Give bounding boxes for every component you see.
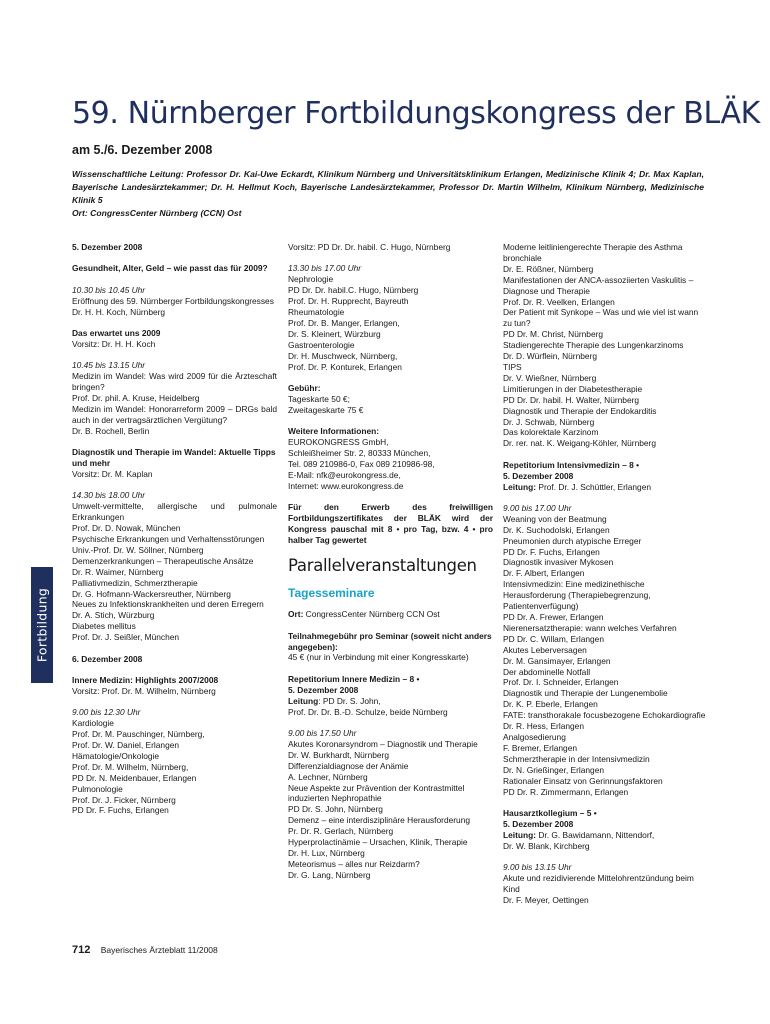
session-block bbox=[72, 360, 277, 436]
page-title: 59. Nürnberger Fortbildungskongress der BLÄK bbox=[72, 96, 760, 131]
time-slot: 13.30 bis 17.00 Uhr bbox=[288, 263, 362, 274]
leader-text: : PD Dr. S. John, Prof. Dr. Dr. B.-D. Schulze, beide Nürnberg bbox=[288, 695, 448, 717]
info-text: EUROKONGRESS GmbH, Schleißheimer Str. 2, 80333 München, Tel. 089 210986-0, Fax 089 210986-98, E-Mail: nfk@eurokongress.de, Internet: www.eurokongress.de bbox=[288, 437, 435, 491]
time-slot: 9.00 bis 17.50 Uhr bbox=[288, 728, 357, 738]
info-heading: Weitere Informationen: bbox=[288, 426, 380, 437]
time-slot: 9.00 bis 12.30 Uhr bbox=[72, 707, 141, 718]
congress-date: am 5./6. Dezember 2008 bbox=[72, 143, 213, 157]
chair-text: Vorsitz: Dr. M. Kaplan bbox=[72, 469, 153, 479]
session-block bbox=[72, 675, 277, 697]
column-2 bbox=[288, 242, 493, 891]
venue-value: CongressCenter Nürnberg CCN Ost bbox=[303, 609, 440, 620]
section-tab-label: Fortbildung bbox=[34, 587, 50, 663]
seminar-fee-text: 45 € (nur in Verbindung mit einer Kongresskarte) bbox=[288, 652, 469, 663]
section-heading-parallel: Parallelveranstaltungen bbox=[288, 556, 477, 576]
session-text: Medizin im Wandel: Was wird 2009 für die Ärzteschaft bringen? Prof. Dr. phil. A. Kruse, Heidelberg Medizin im Wandel: Honorarreform 2009 – DRGs bald auch in der vertragsärztlichen Vergütung? Dr. B. Rochell, Berlin bbox=[72, 371, 277, 436]
session-heading: Gesundheit, Alter, Geld – wie passt das für 2009? bbox=[72, 263, 268, 274]
session-text: Moderne leitliniengerechte Therapie des Asthma bronchiale Dr. E. Rößner, Nürnberg Manifestationen der ANCA-assoziierten Vaskulitis – Diagnose und Therapie Prof. Dr. R. Veelken, Erlangen Der Patient mit Synkope – Was und wie viel ist wann zu tun? PD Dr. M. Christ, Nürnberg Stadiengerechte Therapie des Lungenkarzinoms Dr. D. Würflein, Nürnberg TIPS Dr. V. Wießner, Nürnberg Limitierungen in der Diabetestherapie PD Dr. Dr. habil. H. Walter, Nürnberg Diagnostik und Therapie der Endokarditis Dr. J. Schwab, Nürnberg Das kolorektale Karzinom Dr. rer. nat. K. Weigang-Köhler, Nürnberg bbox=[503, 242, 699, 449]
column-3 bbox=[503, 242, 708, 916]
fee-heading: Gebühr: bbox=[288, 382, 321, 393]
seminar-program bbox=[503, 862, 708, 906]
page-footer bbox=[72, 944, 218, 956]
leader-text: Prof. Dr. J. Schüttler, Erlangen bbox=[536, 481, 652, 492]
time-slot: 9.00 bis 17.00 Uhr bbox=[503, 502, 572, 513]
session-block bbox=[72, 447, 277, 480]
fee-text: Tageskarte 50 €; Zweitageskarte 75 € bbox=[288, 393, 364, 415]
section-tab bbox=[31, 567, 53, 683]
session-block bbox=[288, 263, 493, 372]
session-text: Nephrologie PD Dr. Dr. habil.C. Hugo, Nürnberg Prof. Dr. H. Rupprecht, Bayreuth Rheumatologie Prof. Dr. B. Manger, Erlangen, Dr. S. Kleinert, Würzburg Gastroenterologie Dr. H. Muschweck, Nürnberg, Prof. Dr. P. Konturek, Erlangen bbox=[288, 274, 419, 372]
session-text: Akute und rezidivierende Mittelohrentzündung beim Kind Dr. F. Meyer, Oettingen bbox=[503, 872, 694, 905]
scientific-leadership bbox=[72, 168, 704, 220]
seminar-fee-block bbox=[288, 631, 493, 664]
venue-label: Ort: bbox=[288, 609, 304, 620]
session-text: Weaning von der Beatmung Dr. K. Suchodolski, Erlangen Pneumonien durch atypische Erreger PD Dr. F. Fuchs, Erlangen Diagnostik invasiver Mykosen Dr. F. Albert, Erlangen Intensivmedizin: Eine medizinethische Herausforderung (Therapiebegrenzung, Patientenverfügung) PD Dr. A. Frewer, Erlangen Nierenersatztherapie: wann welches Verfahren PD Dr. C. Willam, Erlangen Akutes Leberversagen Dr. M. Gansimayer, Erlangen Der abdominelle Notfall Prof. Dr. I. Schneider, Erlangen Diagnostik und Therapie der Lungenembolie Dr. K. P. Eberle, Erlangen FATE: transthorakale focusbezogene Echokardiografie Dr. R. Hess, Erlangen Analgosedierung F. Bremer, Erlangen Schmerztherapie in der Intensivmedizin Dr. N. Grießinger, Erlangen Rationaler Einsatz von Gerinnungsfaktoren PD Dr. R. Zimmermann, Erlangen bbox=[503, 513, 706, 797]
session-heading: Innere Medizin: Highlights 2007/2008 bbox=[72, 675, 219, 685]
seminar-block bbox=[503, 808, 708, 852]
subsection-heading-seminars: Tagesseminare bbox=[288, 586, 375, 601]
fee-block bbox=[288, 383, 493, 416]
seminar-heading: Repetitorium Innere Medizin – 8 • 5. Dezember 2008 bbox=[288, 673, 420, 695]
leader-text: Dr. G. Bawidamann, Nittendorf, Dr. W. Blank, Kirchberg bbox=[503, 829, 655, 851]
info-block bbox=[288, 426, 493, 491]
seminar-block bbox=[288, 674, 493, 718]
seminar-fee-heading: Teilnahmegebühr pro Seminar (soweit nicht anders angegeben): bbox=[288, 630, 492, 652]
session-heading: Das erwartet uns 2009 bbox=[72, 328, 161, 339]
chair-text: Vorsitz: Prof. Dr. M. Wilhelm, Nürnberg bbox=[72, 685, 216, 696]
time-slot: 10.30 bis 10.45 Uhr bbox=[72, 284, 146, 295]
leader-label: Leitung: bbox=[503, 481, 537, 492]
time-slot: 9.00 bis 13.15 Uhr bbox=[503, 862, 572, 873]
seminar-heading: Hausarztkollegium – 5 • 5. Dezember 2008 bbox=[503, 807, 597, 829]
day-heading: 5. Dezember 2008 bbox=[72, 242, 143, 252]
venue-text: Ort: CongressCenter Nürnberg (CCN) Ost bbox=[72, 208, 242, 219]
leader-label: Leitung bbox=[288, 695, 319, 706]
venue-line bbox=[288, 609, 493, 620]
session-text: Eröffnung des 59. Nürnberger Fortbildungskongresses Dr. H. H. Koch, Nürnberg bbox=[72, 295, 274, 317]
seminar-block bbox=[503, 460, 708, 493]
session-block bbox=[72, 328, 277, 350]
chair-text: Vorsitz: PD Dr. Dr. habil. C. Hugo, Nürnberg bbox=[288, 242, 451, 252]
session-heading: Diagnostik und Therapie im Wandel: Aktuelle Tipps und mehr bbox=[72, 447, 276, 469]
leadership-text: Wissenschaftliche Leitung: Professor Dr. Kai-Uwe Eckardt, Klinikum Nürnberg und Universitätsklinikum Erlangen, Medizinische Klinik 4; Dr. Max Kaplan, Bayerische Landesärztekammer; Dr. H. Hellmut Koch, Bayerische Landesärztekammer, Professor Dr. Martin Wilhelm, Klinikum Nürnberg, Medizinische Klinik 5 bbox=[72, 169, 704, 206]
column-1 bbox=[72, 242, 277, 827]
certificate-note: Für den Erwerb des freiwilligen Fortbildungszertifikates der BLÄK wird der Kongress pauschal mit 8 • pro Tag, bzw. 4 • pro halber Tag gewertet bbox=[288, 502, 493, 545]
leader-label: Leitung: bbox=[503, 829, 537, 840]
seminar-program bbox=[503, 503, 708, 797]
time-slot: 14.30 bis 18.00 Uhr bbox=[72, 490, 146, 501]
session-text: Umwelt-vermittelte, allergische und pulmonale Erkrankungen Prof. Dr. D. Nowak, München Psychische Erkrankungen und Verhaltensstörungen Univ.-Prof. Dr. W. Söllner, Nürnberg Demenzerkrankungen – Therapeutische Ansätze Dr. R. Waimer, Nürnberg Palliativmedizin, Schmerztherapie Dr. G. Hofmann-Wackersreuther, Nürnberg Neues zu Infektionskrankheiten und deren Erregern Dr. A. Stich, Würzburg Diabetes mellitus Prof. Dr. J. Seißler, München bbox=[72, 501, 277, 643]
page-number: 712 bbox=[72, 944, 91, 956]
chair-text: Vorsitz: Dr. H. H. Koch bbox=[72, 338, 156, 349]
session-block bbox=[72, 285, 277, 318]
session-block bbox=[72, 707, 277, 816]
session-text: Akutes Koronarsyndrom – Diagnostik und Therapie Dr. W. Burkhardt, Nürnberg Differenzialdiagnose der Anämie A. Lechner, Nürnberg Neue Aspekte zur Prävention der Kontrastmittel induzierten Nephropathie PD Dr. S. John, Nürnberg Demenz – eine interdisziplinäre Herausforderung Pr. Dr. R. Gerlach, Nürnberg Hyperprolactinämie – Ursachen, Klinik, Therapie Dr. H. Lux, Nürnberg Meteorismus – alles nur Reizdarm? Dr. G. Lang, Nürnberg bbox=[288, 738, 478, 880]
session-text: Kardiologie Prof. Dr. M. Pauschinger, Nürnberg, Prof. Dr. W. Daniel, Erlangen Hämatologie/Onkologie Prof. Dr. M. Wilhelm, Nürnberg, PD Dr. N. Meidenbauer, Erlangen Pulmonologie Prof. Dr. J. Ficker, Nürnberg PD Dr. F. Fuchs, Erlangen bbox=[72, 718, 205, 816]
session-block bbox=[72, 490, 277, 643]
seminar-heading: Repetitorium Intensivmedizin – 8 • 5. Dezember 2008 bbox=[503, 459, 640, 481]
seminar-program bbox=[288, 728, 493, 881]
journal-name: Bayerisches Ärzteblatt 11/2008 bbox=[100, 945, 218, 955]
day-heading: 6. Dezember 2008 bbox=[72, 653, 143, 664]
time-slot: 10.45 bis 13.15 Uhr bbox=[72, 360, 146, 371]
